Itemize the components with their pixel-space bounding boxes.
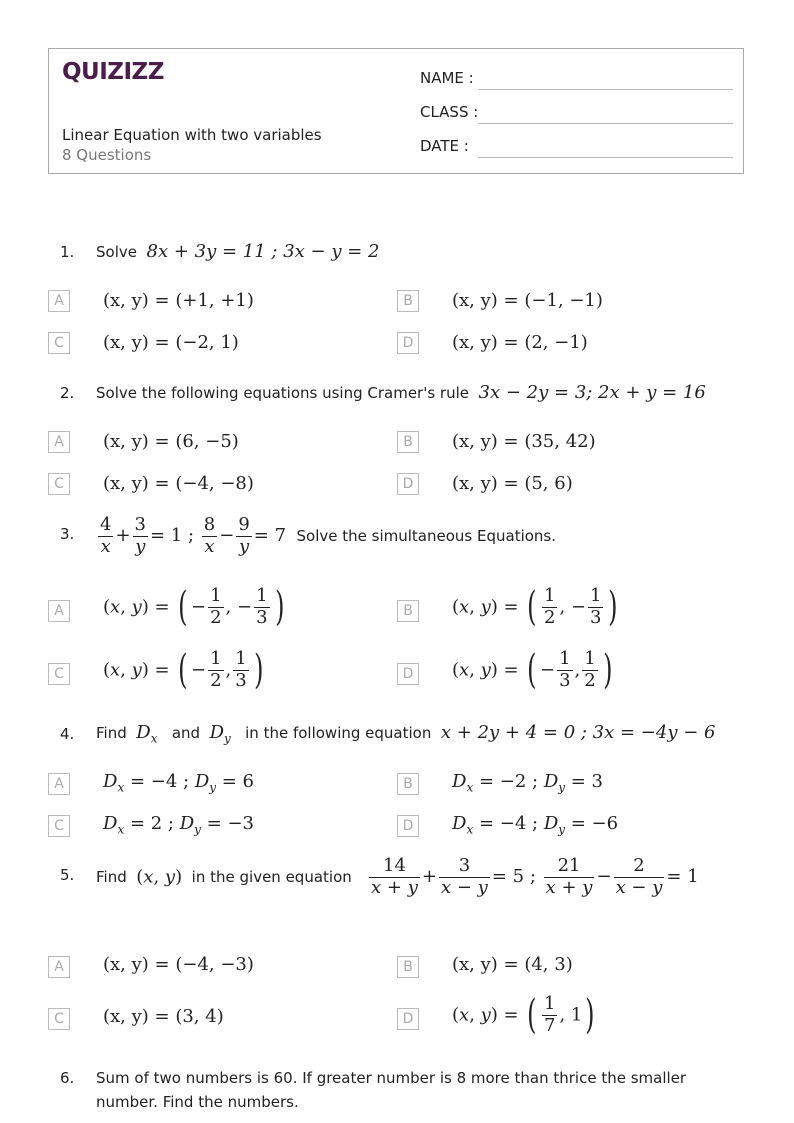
option-box-b[interactable]: B (397, 600, 419, 622)
question-prompt: Solve the simultaneous Equations. (296, 527, 557, 546)
option-box-a[interactable]: A (48, 956, 70, 978)
option-text: (x, y) = (5, 6) (452, 473, 573, 494)
option-text: $D_x = -2$ ; $D_y = 3$ (452, 771, 604, 795)
option-box-b[interactable]: B (397, 290, 419, 312)
question-math: $\frac{14}{x + y}$ + $\frac{3}{x - y}$ = 5 ; $\frac{21}{x + y}$ − $\frac{2}{x - y}$ = 1 (371, 855, 699, 898)
option-text: (x, y) = ( − $\frac{1}{2}$ , $\frac{1}{3}$ ) (103, 647, 264, 694)
question-math: 8x + 3y = 11 ; 3x − y = 2 (146, 241, 380, 262)
worksheet-title: Linear Equation with two variables (62, 126, 322, 144)
option-text: (x, y) = (+1, +1) (103, 290, 254, 311)
option-text: (x, y) = ( − $\frac{1}{2}$ , − $\frac{1}{3}$ ) (103, 584, 285, 631)
class-label: CLASS : (420, 103, 479, 121)
option-box-b[interactable]: B (397, 956, 419, 978)
question-count: 8 Questions (62, 146, 152, 164)
option-box-b[interactable]: B (397, 431, 419, 453)
option-text: (x, y) = (35, 42) (452, 431, 596, 452)
option-box-c[interactable]: C (48, 1008, 70, 1030)
option-box-a[interactable]: A (48, 600, 70, 622)
name-label: NAME : (420, 69, 474, 87)
option-text: (x, y) = ( − $\frac{1}{3}$ , $\frac{1}{2}$ ) (452, 647, 613, 694)
question-text (96, 515, 556, 557)
question-prompt: Solve (96, 243, 137, 261)
option-box-d[interactable]: D (397, 663, 419, 685)
option-text: (x, y) = ( $\frac{1}{2}$ , − $\frac{1}{3}$ ) (452, 584, 618, 631)
option-text: $D_x = 2$ ; $D_y = -3$ (103, 813, 255, 837)
question-text: Find $D_x$ and $D_y$ in the following equation x + 2y + 4 = 0 ; 3x = −4y − 6 (96, 722, 716, 746)
option-text: (x, y) = (2, −1) (452, 332, 588, 353)
date-label: DATE : (420, 137, 469, 155)
question-number: 3. (60, 525, 75, 543)
quizizz-logo: QUIZIZZ (62, 59, 164, 85)
question-number: 4. (60, 725, 75, 743)
option-text: $D_x = -4$ ; $D_y = 6$ (103, 771, 255, 795)
question-prompt: Find (96, 724, 127, 742)
option-box-c[interactable]: C (48, 815, 70, 837)
option-box-d[interactable]: D (397, 473, 419, 495)
option-text: (x, y) = ( $\frac{1}{7}$ , 1) (452, 992, 595, 1039)
name-line[interactable] (478, 89, 733, 90)
option-text: (x, y) = (−4, −3) (103, 954, 254, 975)
question-text (96, 241, 380, 262)
question-number: 5. (60, 866, 75, 884)
option-box-d[interactable]: D (397, 1008, 419, 1030)
option-text: (x, y) = (4, 3) (452, 954, 573, 975)
question-number: 2. (60, 384, 75, 402)
worksheet-header (48, 48, 744, 174)
date-line[interactable] (478, 157, 733, 158)
option-box-c[interactable]: C (48, 663, 70, 685)
option-box-a[interactable]: A (48, 431, 70, 453)
option-text: (x, y) = (6, −5) (103, 431, 239, 452)
option-box-d[interactable]: D (397, 332, 419, 354)
option-box-d[interactable]: D (397, 815, 419, 837)
question-math: x + 2y + 4 = 0 ; 3x = −4y − 6 (440, 722, 716, 743)
option-text: $D_x = -4$ ; $D_y = -6$ (452, 813, 619, 837)
question-text (96, 382, 706, 403)
option-box-b[interactable]: B (397, 773, 419, 795)
option-text: (x, y) = (−1, −1) (452, 290, 603, 311)
question-text: Sum of two numbers is 60. If greater number is 8 more than thrice the smaller number. Find the numbers. (96, 1069, 687, 1111)
question-prompt: Solve the following equations using Cramer's rule (96, 384, 469, 402)
option-box-a[interactable]: A (48, 290, 70, 312)
question-number: 6. (60, 1069, 75, 1087)
class-line[interactable] (478, 123, 733, 124)
option-box-a[interactable]: A (48, 773, 70, 795)
question-number: 1. (60, 243, 75, 261)
option-text: (x, y) = (3, 4) (103, 1006, 224, 1027)
question-math: $\frac{4}{x}$ + $\frac{3}{y}$ = 1 ; $\frac{8}{x}$ − $\frac{9}{y}$ = 7 (100, 514, 292, 557)
option-box-c[interactable]: C (48, 332, 70, 354)
question-text: Find (x, y) in the given equation $\frac{14}{x + y}$ + $\frac{3}{x - y}$ = 5 ; $\frac{21}{x + y}$ − $\frac{2}{x - y}$ = 1 (96, 855, 699, 898)
question-math: 3x − 2y = 3; 2x + y = 16 (478, 382, 706, 403)
option-text: (x, y) = (−2, 1) (103, 332, 239, 353)
option-box-c[interactable]: C (48, 473, 70, 495)
option-text: (x, y) = (−4, −8) (103, 473, 254, 494)
